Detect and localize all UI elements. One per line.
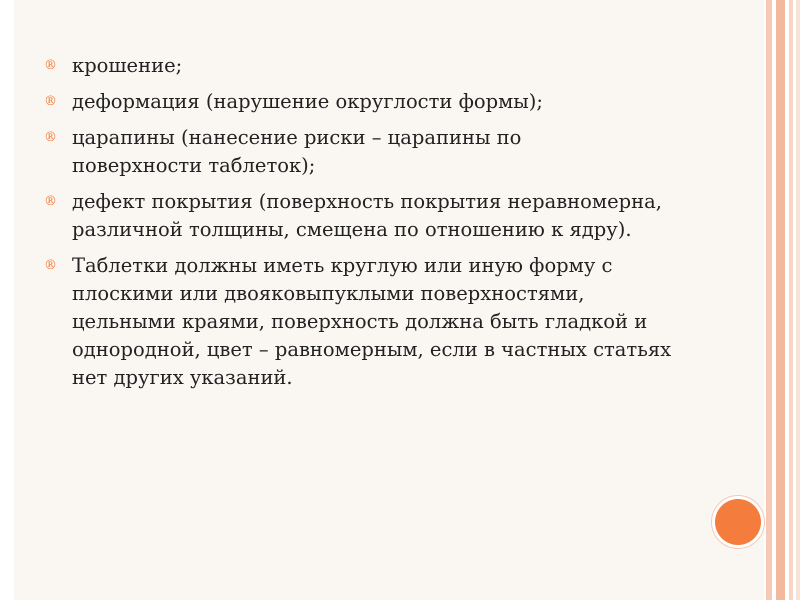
bullet-text: царапины (нанесение риски – царапины по xyxy=(72,126,522,149)
bullet-text: цельными краями, поверхность должна быть гладкой и xyxy=(72,310,648,333)
bullet-item xyxy=(44,124,744,180)
bullet-item xyxy=(44,188,744,244)
decorative-stripe xyxy=(796,0,800,600)
bullet-text: дефект покрытия (поверхность покрытия неравномерна, xyxy=(72,190,662,213)
decorative-stripe xyxy=(789,0,793,600)
bullet-text: поверхности таблеток); xyxy=(72,154,316,177)
decorative-circle xyxy=(715,499,761,545)
bullet-item xyxy=(44,52,744,80)
bullet-icon: ® xyxy=(44,130,57,145)
bullet-text: различной толщины, смещена по отношению к ядру). xyxy=(72,218,632,241)
decorative-stripe xyxy=(776,0,785,600)
bullet-icon: ® xyxy=(44,94,57,109)
bullet-text: крошение; xyxy=(72,54,183,77)
bullet-text: нет других указаний. xyxy=(72,366,293,389)
bullet-icon: ® xyxy=(44,58,57,73)
bullet-list xyxy=(44,52,744,400)
decorative-stripe xyxy=(766,0,772,600)
bullet-text: плоскими или двояковыпуклыми поверхностями, xyxy=(72,282,585,305)
bullet-text: деформация (нарушение округлости формы); xyxy=(72,90,543,113)
bullet-item xyxy=(44,252,744,392)
bullet-text: однородной, цвет – равномерным, если в частных статьях xyxy=(72,338,672,361)
bullet-icon: ® xyxy=(44,194,57,209)
bullet-item xyxy=(44,88,744,116)
bullet-text: Таблетки должны иметь круглую или иную форму с xyxy=(72,254,613,277)
bullet-icon: ® xyxy=(44,258,57,273)
